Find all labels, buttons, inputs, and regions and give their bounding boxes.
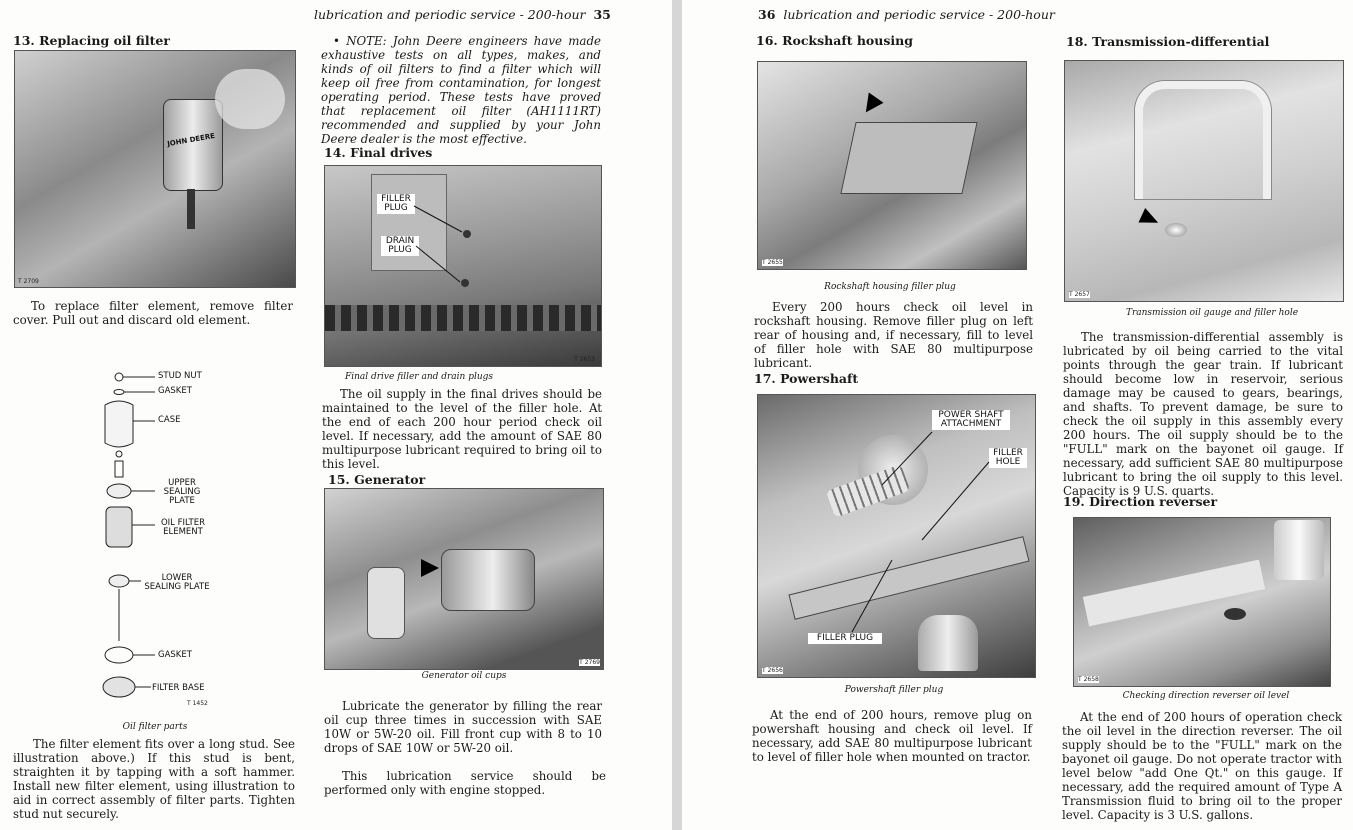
section-17-title: 17. Powershaft — [754, 371, 859, 386]
photo-tag: T 2769 — [579, 659, 600, 666]
spring-shape — [115, 461, 123, 477]
part-label-stud-nut: STUD NUT — [158, 371, 202, 381]
left-page-header: lubrication and periodic service - 200-hour 35 — [314, 7, 611, 22]
part-label-oil-filter-element: OIL FILTER ELEMENT — [160, 518, 206, 537]
generator-photo — [324, 488, 604, 670]
photo-tag: T 2656 — [762, 667, 783, 674]
filter-canister — [163, 99, 223, 191]
note-text — [321, 34, 601, 146]
part-label-case: CASE — [158, 415, 181, 425]
callout-lines — [412, 200, 472, 290]
stud-nut-shape — [115, 373, 123, 381]
section-17-caption: Powershaft filler plug — [844, 685, 944, 695]
track — [325, 305, 601, 331]
section-18-title: 18. Transmission-differential — [1066, 34, 1270, 49]
section-16-title: 16. Rockshaft housing — [756, 33, 913, 48]
filler-plug-label: FILLER PLUG — [808, 633, 882, 644]
oil-filter-canister — [367, 567, 405, 639]
gasket-shape — [114, 390, 124, 395]
photo-tag: T 2658 — [1078, 676, 1099, 683]
oil-gauge-cap — [1165, 223, 1187, 237]
part-label-lower-sealing-plate: LOWER SEALING PLATE — [144, 573, 210, 592]
photo-tag: T 2657 — [1069, 291, 1090, 298]
section-15-text: Lubricate the generator by filling the rear oil cup three times in succession with SAE 10W or 5W-20 oil. Fill front cup with 8 to 10 drops of SAE 10W or 5W-20 oil. — [324, 699, 602, 755]
section-17-text: At the end of 200 hours, remove plug on powershaft housing and check oil level. If necessary, add SAE 80 multipurpose lubricant to level of filler hole when mounted on tractor. — [752, 708, 1032, 764]
filter-canister — [1274, 520, 1324, 580]
section-19-text: At the end of 200 hours of operation check the oil level in the direction reverser. The oil supply should be to the "FULL" mark on the bayonet oil gauge. Do not operate tractor with level below "add One Qt." on this gauge. If necessary, add the required amount of Type A Transmission fluid to bring oil to the proper level. Capacity is 3 U.S. gallons. — [1062, 710, 1342, 822]
arrow-icon — [1138, 208, 1161, 230]
left-page — [0, 0, 672, 830]
wrench — [1224, 608, 1246, 620]
section-19-title: 19. Direction reverser — [1063, 494, 1218, 509]
arrow-icon — [421, 559, 439, 577]
power-shaft-attachment-label: POWER SHAFT ATTACHMENT — [932, 410, 1010, 430]
parts-caption: Oil filter parts — [122, 722, 188, 732]
photo-tag: T 2655 — [762, 259, 783, 266]
section-14-title: 14. Final drives — [324, 145, 433, 160]
parts-tag: T 1452 — [187, 700, 208, 707]
oil-filter-photo — [14, 50, 296, 288]
note-bullet: • — [333, 34, 347, 48]
section-18-caption: Transmission oil gauge and filler hole — [1125, 308, 1299, 318]
section-14-text: The oil supply in the final drives should be maintained to the level of the filler hole. At the end of each 200 hour period check oil level. If necessary, add the amount of SAE 80 multipurpose lubricant required to bring oil to this level. — [322, 387, 602, 471]
section-15-title: 15. Generator — [328, 472, 426, 487]
arrow-icon — [858, 92, 883, 117]
pipe — [1135, 81, 1271, 199]
callout-lines — [832, 420, 1032, 640]
oil-filter-element-shape — [106, 507, 132, 547]
case-shape — [105, 401, 133, 447]
upper-sealing-plate-shape — [107, 484, 131, 498]
part-label-gasket-lower: GASKET — [158, 650, 192, 660]
transmission-photo — [1064, 60, 1344, 302]
section-15-caption: Generator oil cups — [421, 671, 507, 681]
section-13-continued-text: The filter element fits over a long stud. See illustration above.) If this stud is bent, straighten it by tapping with a soft hammer. Install new filter element, using illustration to aid in correct assembly of filter parts. Tighten stud nut securely. — [13, 737, 295, 821]
lower-sealing-plate-shape — [109, 575, 129, 587]
rockshaft-housing — [840, 122, 977, 194]
section-15-text-2: This lubrication service should be performed only with engine stopped. — [324, 769, 606, 797]
section-13-title: 13. Replacing oil filter — [13, 33, 170, 48]
right-page — [682, 0, 1353, 830]
filler-plug-label: FILLER PLUG — [377, 194, 415, 214]
generator-body — [441, 549, 535, 611]
section-19-caption: Checking direction reverser oil level — [1122, 691, 1290, 701]
note-body: NOTE: John Deere engineers have made exhaustive tests on all types, makes, and kinds of oil filters to find a filter which will keep oil free from contamination, for longest operating period. These tests have proved that replacement oil filter (AH1111RT) recommended and supplied by your John Deere dealer is the most effective. — [321, 34, 601, 146]
section-16-text: Every 200 hours check oil level in rockshaft housing. Remove filler plug on left rear of housing and, if necessary, fill to level of filler hole with SAE 80 multipurpose lubricant. — [754, 300, 1033, 370]
photo-tag: T 2709 — [18, 278, 39, 285]
photo-tag: T 2653 — [574, 356, 595, 363]
section-16-caption: Rockshaft housing filler plug — [824, 282, 956, 292]
filter-stud — [187, 189, 195, 229]
rockshaft-photo — [757, 61, 1027, 270]
left-page-number: 35 — [593, 7, 611, 22]
right-page-number: 36 — [758, 7, 776, 22]
drain-plug-label: DRAIN PLUG — [381, 236, 419, 256]
direction-reverser-photo — [1073, 517, 1331, 687]
filter-brand-label: JOHN DEERE — [166, 131, 216, 149]
washer-shape — [116, 451, 122, 457]
hand — [215, 69, 285, 129]
part-label-gasket: GASKET — [158, 386, 192, 396]
lower-gasket-shape — [105, 647, 133, 663]
filter-base-shape — [103, 677, 135, 697]
right-page-header: 36 lubrication and periodic service - 200-hour — [758, 7, 1055, 22]
part-label-upper-sealing-plate: UPPER SEALING PLATE — [163, 478, 201, 506]
part-label-filter-base: FILTER BASE — [152, 683, 205, 693]
section-18-text: The transmission-differential assembly is lubricated by oil being carried to the vital points through the gear train. If lubricant should become low in reservoir, serious damage may be caused to gears, bearings, and shafts. To prevent damage, be sure to check the oil supply in this assembly every 200 hours. The oil supply should be to the "FULL" mark on the bayonet oil gauge. If necessary, add sufficient SAE 80 multipurpose lubricant to bring the oil supply to this level. Capacity is 9 U.S. quarts. — [1063, 330, 1343, 498]
section-13-text: To replace filter element, remove filter cover. Pull out and discard old element. — [13, 299, 293, 327]
section-14-caption: Final drive filler and drain plugs — [344, 372, 494, 382]
page-gutter — [672, 0, 682, 830]
filler-hole-label: FILLER HOLE — [989, 448, 1027, 468]
